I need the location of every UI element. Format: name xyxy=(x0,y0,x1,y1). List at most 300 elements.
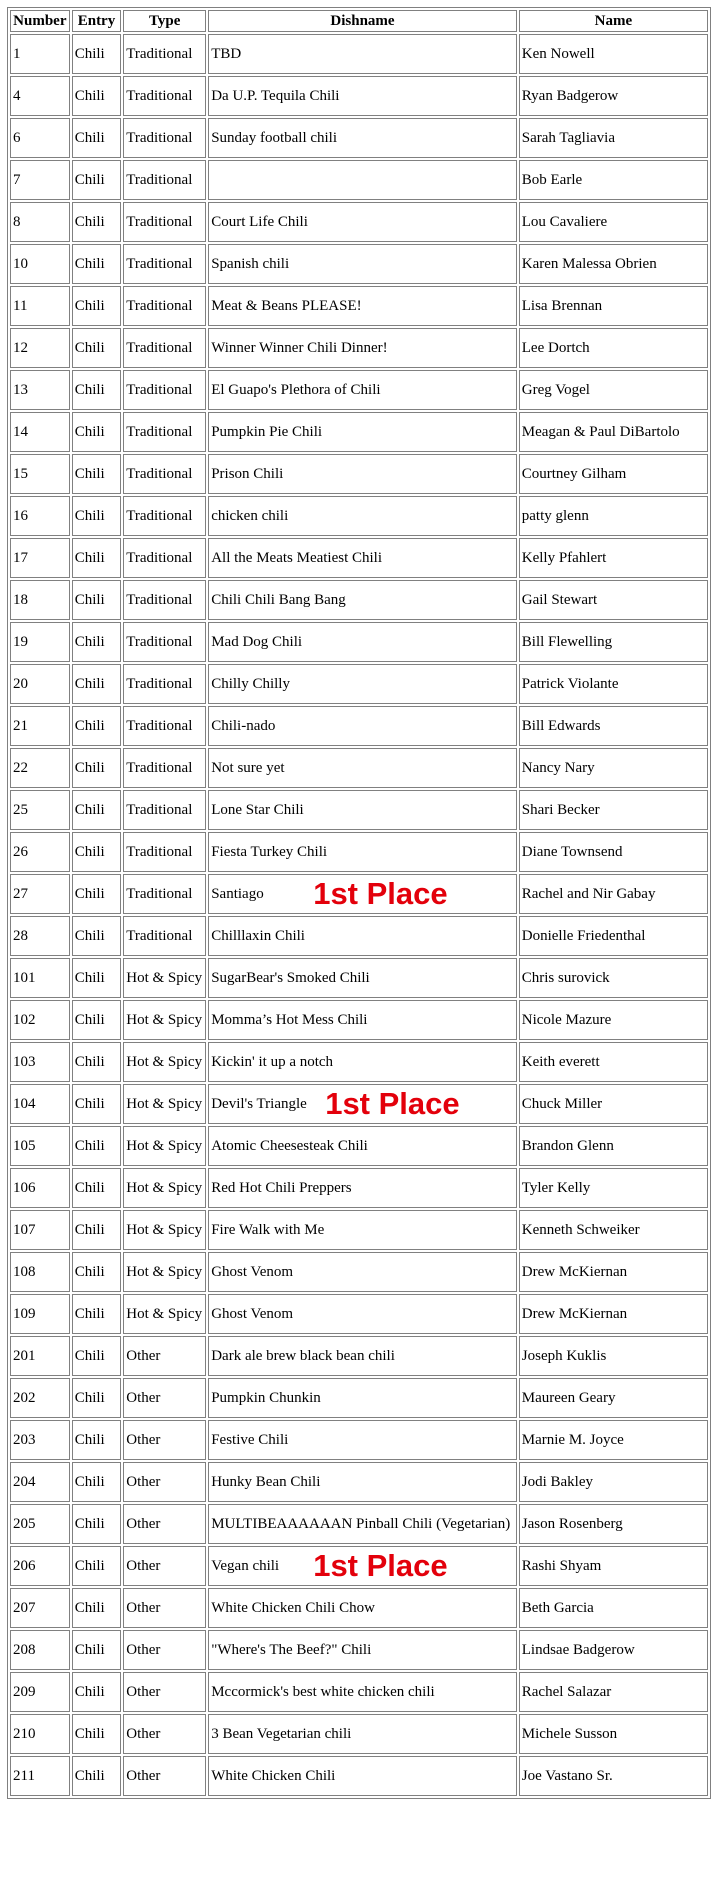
cell-name-text: Michele Susson xyxy=(521,1726,618,1742)
cell-dishname-text: Pumpkin Chunkin xyxy=(211,1390,321,1406)
cell-dishname-text: Not sure yet xyxy=(211,760,285,776)
cell-dishname xyxy=(208,286,517,326)
cell-entry-text: Chili xyxy=(74,46,105,62)
cell-name xyxy=(519,76,708,116)
cell-entry-text: Chili xyxy=(74,1138,105,1154)
cell-entry xyxy=(72,1756,122,1796)
table-row xyxy=(10,1504,708,1544)
table-row xyxy=(10,1546,708,1586)
cell-number xyxy=(10,874,70,914)
cell-entry xyxy=(72,874,122,914)
cell-entry-text: Chili xyxy=(74,1306,105,1322)
cell-name xyxy=(519,1378,708,1418)
cell-dishname-text: TBD xyxy=(211,46,242,62)
cell-name xyxy=(519,1672,708,1712)
cell-number xyxy=(10,118,70,158)
cell-dishname xyxy=(208,1126,517,1166)
cell-dishname-text: All the Meats Meatiest Chili xyxy=(211,550,383,566)
cell-number xyxy=(10,286,70,326)
cell-entry xyxy=(72,1042,122,1082)
cell-type xyxy=(123,1000,206,1040)
cell-number xyxy=(10,748,70,788)
cell-type-text: Traditional xyxy=(126,172,193,188)
table-row xyxy=(10,1336,708,1376)
cell-name-text: Lindsae Badgerow xyxy=(521,1642,635,1658)
cell-name xyxy=(519,370,708,410)
cell-name xyxy=(519,454,708,494)
cell-entry-text: Chili xyxy=(74,760,105,776)
cell-dishname xyxy=(208,958,517,998)
cell-dishname xyxy=(208,328,517,368)
cell-entry-text: Chili xyxy=(74,340,105,356)
cell-name xyxy=(519,1042,708,1082)
cell-entry xyxy=(72,34,122,74)
cell-name-text: Keith everett xyxy=(521,1054,600,1070)
cell-number xyxy=(10,1126,70,1166)
cell-name-text: Lee Dortch xyxy=(521,340,590,356)
cell-type-text: Traditional xyxy=(126,886,193,902)
cell-type xyxy=(123,202,206,242)
cell-dishname-text: Kickin' it up a notch xyxy=(211,1054,334,1070)
cell-dishname-text: Ghost Venom xyxy=(211,1264,294,1280)
cell-entry xyxy=(72,244,122,284)
table-row xyxy=(10,370,708,410)
cell-entry xyxy=(72,580,122,620)
cell-entry-text: Chili xyxy=(74,886,105,902)
cell-entry xyxy=(72,1504,122,1544)
cell-type xyxy=(123,412,206,452)
cell-name xyxy=(519,286,708,326)
cell-dishname xyxy=(208,1336,517,1376)
cell-entry xyxy=(72,1420,122,1460)
cell-name-text: Drew McKiernan xyxy=(521,1306,628,1322)
cell-type-text: Traditional xyxy=(126,340,193,356)
cell-name xyxy=(519,1084,708,1124)
cell-dishname xyxy=(208,580,517,620)
cell-dishname-text: Da U.P. Tequila Chili xyxy=(211,88,340,104)
cell-name-text: Rachel Salazar xyxy=(521,1684,612,1700)
cell-entry xyxy=(72,1294,122,1334)
cell-dishname-text: Prison Chili xyxy=(211,466,284,482)
cell-type xyxy=(123,748,206,788)
cell-dishname xyxy=(208,1630,517,1670)
cell-name-text: Kelly Pfahlert xyxy=(521,550,607,566)
cell-type xyxy=(123,1588,206,1628)
cell-name xyxy=(519,328,708,368)
cell-name xyxy=(519,832,708,872)
cell-dishname xyxy=(208,832,517,872)
cell-entry xyxy=(72,664,122,704)
entries-table xyxy=(7,7,711,1799)
table-row xyxy=(10,958,708,998)
cell-number xyxy=(10,496,70,536)
cell-dishname xyxy=(208,1588,517,1628)
cell-entry xyxy=(72,1210,122,1250)
cell-entry-text: Chili xyxy=(74,1474,105,1490)
table-row xyxy=(10,664,708,704)
cell-number xyxy=(10,202,70,242)
cell-number xyxy=(10,1630,70,1670)
table-row xyxy=(10,1672,708,1712)
cell-number-text: 15 xyxy=(13,466,28,482)
cell-name xyxy=(519,1126,708,1166)
cell-entry-text: Chili xyxy=(74,1600,105,1616)
cell-entry-text: Chili xyxy=(74,1012,105,1028)
cell-number xyxy=(10,1336,70,1376)
cell-entry xyxy=(72,370,122,410)
cell-dishname-text: Red Hot Chili Preppers xyxy=(211,1180,352,1196)
cell-number xyxy=(10,1504,70,1544)
cell-type xyxy=(123,370,206,410)
cell-entry-text: Chili xyxy=(74,1180,105,1196)
cell-number-text: 28 xyxy=(13,928,28,944)
cell-dishname-text: "Where's The Beef?" Chili xyxy=(211,1642,372,1658)
cell-name-text: Meagan & Paul DiBartolo xyxy=(521,424,680,440)
cell-number-text: 101 xyxy=(13,970,36,986)
cell-dishname xyxy=(208,244,517,284)
cell-entry xyxy=(72,160,122,200)
cell-entry xyxy=(72,916,122,956)
cell-name-text: Drew McKiernan xyxy=(521,1264,628,1280)
cell-type xyxy=(123,832,206,872)
cell-dishname xyxy=(208,538,517,578)
cell-entry-text: Chili xyxy=(74,1558,105,1574)
cell-number xyxy=(10,1462,70,1502)
cell-type xyxy=(123,580,206,620)
cell-name xyxy=(519,538,708,578)
cell-entry-text: Chili xyxy=(74,970,105,986)
cell-entry-text: Chili xyxy=(74,1054,105,1070)
cell-type-text: Traditional xyxy=(126,256,193,272)
cell-dishname-text: Fiesta Turkey Chili xyxy=(211,844,328,860)
cell-number-text: 201 xyxy=(13,1348,36,1364)
cell-dishname xyxy=(208,76,517,116)
cell-type-text: Traditional xyxy=(126,676,193,692)
cell-number-text: 107 xyxy=(13,1222,36,1238)
cell-type xyxy=(123,496,206,536)
cell-number xyxy=(10,1168,70,1208)
cell-number xyxy=(10,664,70,704)
cell-name-text: Ken Nowell xyxy=(521,46,595,62)
cell-number-text: 16 xyxy=(13,508,28,524)
cell-entry-text: Chili xyxy=(74,298,105,314)
cell-name-text: Rashi Shyam xyxy=(521,1558,602,1574)
cell-type-text: Traditional xyxy=(126,508,193,524)
cell-name-text: Ryan Badgerow xyxy=(521,88,619,104)
cell-entry xyxy=(72,1000,122,1040)
table-row xyxy=(10,1756,708,1796)
table-row xyxy=(10,748,708,788)
cell-dishname-text: Mad Dog Chili xyxy=(211,634,303,650)
cell-type xyxy=(123,286,206,326)
table-row xyxy=(10,34,708,74)
cell-name-text: Chris surovick xyxy=(521,970,610,986)
cell-type-text: Traditional xyxy=(126,88,193,104)
cell-type-text: Hot & Spicy xyxy=(126,1138,203,1154)
cell-entry-text: Chili xyxy=(74,130,105,146)
table-row xyxy=(10,412,708,452)
cell-number-text: 6 xyxy=(13,130,21,146)
cell-entry xyxy=(72,286,122,326)
column-header-name: Name xyxy=(519,10,708,32)
cell-type-text: Traditional xyxy=(126,130,193,146)
cell-dishname-text: Vegan chili xyxy=(211,1558,280,1574)
cell-number xyxy=(10,1714,70,1754)
cell-type-text: Traditional xyxy=(126,550,193,566)
cell-entry-text: Chili xyxy=(74,1222,105,1238)
table-row xyxy=(10,832,708,872)
cell-entry xyxy=(72,538,122,578)
cell-type xyxy=(123,1378,206,1418)
cell-name-text: Karen Malessa Obrien xyxy=(521,256,657,272)
cell-number xyxy=(10,1084,70,1124)
cell-name xyxy=(519,412,708,452)
cell-name-text: Patrick Violante xyxy=(521,676,619,692)
cell-number-text: 21 xyxy=(13,718,28,734)
cell-entry-text: Chili xyxy=(74,718,105,734)
cell-name-text: Chuck Miller xyxy=(521,1096,603,1112)
cell-dishname xyxy=(208,1042,517,1082)
table-row xyxy=(10,1378,708,1418)
cell-type-text: Hot & Spicy xyxy=(126,1222,203,1238)
cell-type xyxy=(123,1084,206,1124)
cell-type xyxy=(123,958,206,998)
cell-dishname-text: chicken chili xyxy=(211,508,289,524)
column-header-entry: Entry xyxy=(72,10,122,32)
cell-type xyxy=(123,916,206,956)
cell-entry xyxy=(72,1630,122,1670)
cell-type-text: Other xyxy=(126,1390,161,1406)
cell-type xyxy=(123,1462,206,1502)
cell-type-text: Traditional xyxy=(126,424,193,440)
cell-entry-text: Chili xyxy=(74,844,105,860)
cell-type xyxy=(123,76,206,116)
cell-type-text: Other xyxy=(126,1348,161,1364)
cell-number-text: 25 xyxy=(13,802,28,818)
cell-dishname xyxy=(208,1000,517,1040)
cell-type-text: Hot & Spicy xyxy=(126,1264,203,1280)
cell-type-text: Other xyxy=(126,1432,161,1448)
cell-dishname xyxy=(208,34,517,74)
cell-type-text: Hot & Spicy xyxy=(126,1012,203,1028)
cell-dishname-text: 3 Bean Vegetarian chili xyxy=(211,1726,352,1742)
cell-dishname-text: Meat & Beans PLEASE! xyxy=(211,298,362,314)
cell-type xyxy=(123,1714,206,1754)
cell-type xyxy=(123,1294,206,1334)
cell-number-text: 13 xyxy=(13,382,28,398)
cell-type xyxy=(123,706,206,746)
cell-type-text: Hot & Spicy xyxy=(126,1054,203,1070)
table-row xyxy=(10,706,708,746)
cell-number xyxy=(10,1672,70,1712)
cell-name xyxy=(519,748,708,788)
cell-name-text: Bill Edwards xyxy=(521,718,601,734)
cell-name-text: Donielle Friedenthal xyxy=(521,928,646,944)
table-body xyxy=(10,34,708,1796)
cell-entry xyxy=(72,1336,122,1376)
table-row xyxy=(10,328,708,368)
cell-type-text: Other xyxy=(126,1474,161,1490)
cell-dishname xyxy=(208,1168,517,1208)
cell-number xyxy=(10,1588,70,1628)
cell-dishname-text: Ghost Venom xyxy=(211,1306,294,1322)
cell-dishname xyxy=(208,1210,517,1250)
cell-number xyxy=(10,160,70,200)
cell-name-text: Shari Becker xyxy=(521,802,600,818)
cell-entry xyxy=(72,832,122,872)
cell-number xyxy=(10,1042,70,1082)
cell-name xyxy=(519,1420,708,1460)
cell-dishname-text: Fire Walk with Me xyxy=(211,1222,325,1238)
cell-entry-text: Chili xyxy=(74,1264,105,1280)
cell-type-text: Traditional xyxy=(126,718,193,734)
cell-entry-text: Chili xyxy=(74,88,105,104)
cell-type-text: Hot & Spicy xyxy=(126,1180,203,1196)
cell-number-text: 22 xyxy=(13,760,28,776)
cell-number-text: 20 xyxy=(13,676,28,692)
cell-dishname-text: Atomic Cheesesteak Chili xyxy=(211,1138,368,1154)
cell-dishname xyxy=(208,1378,517,1418)
cell-dishname-text: Court Life Chili xyxy=(211,214,308,230)
table-row xyxy=(10,1168,708,1208)
cell-entry xyxy=(72,76,122,116)
cell-number-text: 17 xyxy=(13,550,28,566)
cell-entry-text: Chili xyxy=(74,1726,105,1742)
cell-number xyxy=(10,1546,70,1586)
cell-name xyxy=(519,1000,708,1040)
cell-name xyxy=(519,1210,708,1250)
cell-number-text: 209 xyxy=(13,1684,36,1700)
cell-entry xyxy=(72,496,122,536)
cell-dishname xyxy=(208,1672,517,1712)
table-row xyxy=(10,580,708,620)
cell-number-text: 18 xyxy=(13,592,28,608)
table-row xyxy=(10,1126,708,1166)
cell-entry-text: Chili xyxy=(74,550,105,566)
cell-entry xyxy=(72,328,122,368)
cell-number-text: 7 xyxy=(13,172,21,188)
cell-name xyxy=(519,202,708,242)
cell-name-text: Joe Vastano Sr. xyxy=(521,1768,613,1784)
cell-entry xyxy=(72,454,122,494)
cell-entry xyxy=(72,1168,122,1208)
cell-name-text: Brandon Glenn xyxy=(521,1138,614,1154)
cell-name-text: Marnie M. Joyce xyxy=(521,1432,624,1448)
cell-number xyxy=(10,412,70,452)
cell-name xyxy=(519,1714,708,1754)
cell-dishname xyxy=(208,874,517,914)
cell-type xyxy=(123,328,206,368)
cell-type xyxy=(123,1672,206,1712)
cell-name xyxy=(519,580,708,620)
cell-type xyxy=(123,622,206,662)
cell-name-text: Beth Garcia xyxy=(521,1600,594,1616)
cell-type-text: Other xyxy=(126,1558,161,1574)
cell-type xyxy=(123,1420,206,1460)
cell-dishname xyxy=(208,1756,517,1796)
table-row xyxy=(10,1042,708,1082)
cell-number-text: 203 xyxy=(13,1432,36,1448)
table-row xyxy=(10,1084,708,1124)
cell-name xyxy=(519,916,708,956)
cell-dishname-text: Dark ale brew black bean chili xyxy=(211,1348,395,1364)
cell-number xyxy=(10,1294,70,1334)
cell-dishname-text: Santiago xyxy=(211,886,264,902)
cell-name xyxy=(519,244,708,284)
cell-entry-text: Chili xyxy=(74,928,105,944)
cell-dishname xyxy=(208,790,517,830)
cell-type-text: Hot & Spicy xyxy=(126,970,203,986)
cell-type-text: Traditional xyxy=(126,760,193,776)
table-row xyxy=(10,1462,708,1502)
cell-number-text: 103 xyxy=(13,1054,36,1070)
cell-entry xyxy=(72,622,122,662)
cell-dishname-text: Chili Chili Bang Bang xyxy=(211,592,346,608)
cell-type xyxy=(123,454,206,494)
cell-dishname-text: Sunday football chili xyxy=(211,130,338,146)
cell-name xyxy=(519,622,708,662)
table-row xyxy=(10,454,708,494)
cell-entry-text: Chili xyxy=(74,214,105,230)
cell-dishname xyxy=(208,118,517,158)
cell-type-text: Other xyxy=(126,1726,161,1742)
cell-number xyxy=(10,916,70,956)
cell-name xyxy=(519,1504,708,1544)
cell-type-text: Traditional xyxy=(126,592,193,608)
cell-type-text: Hot & Spicy xyxy=(126,1096,203,1112)
cell-name-text: Diane Townsend xyxy=(521,844,623,860)
cell-entry xyxy=(72,412,122,452)
cell-dishname xyxy=(208,160,517,200)
table-row xyxy=(10,160,708,200)
cell-type xyxy=(123,118,206,158)
cell-name xyxy=(519,1546,708,1586)
cell-entry-text: Chili xyxy=(74,1768,105,1784)
cell-dishname xyxy=(208,1252,517,1292)
cell-entry xyxy=(72,790,122,830)
cell-dishname xyxy=(208,664,517,704)
cell-type xyxy=(123,1126,206,1166)
cell-name xyxy=(519,1294,708,1334)
cell-name xyxy=(519,790,708,830)
cell-number-text: 106 xyxy=(13,1180,36,1196)
cell-type-text: Other xyxy=(126,1642,161,1658)
cell-number xyxy=(10,454,70,494)
cell-number-text: 102 xyxy=(13,1012,36,1028)
cell-number-text: 11 xyxy=(13,298,28,314)
cell-name xyxy=(519,34,708,74)
cell-dishname xyxy=(208,412,517,452)
cell-number xyxy=(10,622,70,662)
cell-dishname xyxy=(208,370,517,410)
cell-entry-text: Chili xyxy=(74,634,105,650)
table-row xyxy=(10,1210,708,1250)
cell-dishname xyxy=(208,1084,517,1124)
table-row xyxy=(10,916,708,956)
cell-entry xyxy=(72,1084,122,1124)
cell-entry xyxy=(72,748,122,788)
cell-type xyxy=(123,1756,206,1796)
cell-dishname xyxy=(208,1714,517,1754)
cell-number xyxy=(10,958,70,998)
cell-number-text: 26 xyxy=(13,844,28,860)
cell-name xyxy=(519,706,708,746)
cell-number-text: 105 xyxy=(13,1138,36,1154)
cell-name xyxy=(519,1630,708,1670)
cell-entry xyxy=(72,1546,122,1586)
column-header-type: Type xyxy=(123,10,206,32)
cell-entry xyxy=(72,1672,122,1712)
